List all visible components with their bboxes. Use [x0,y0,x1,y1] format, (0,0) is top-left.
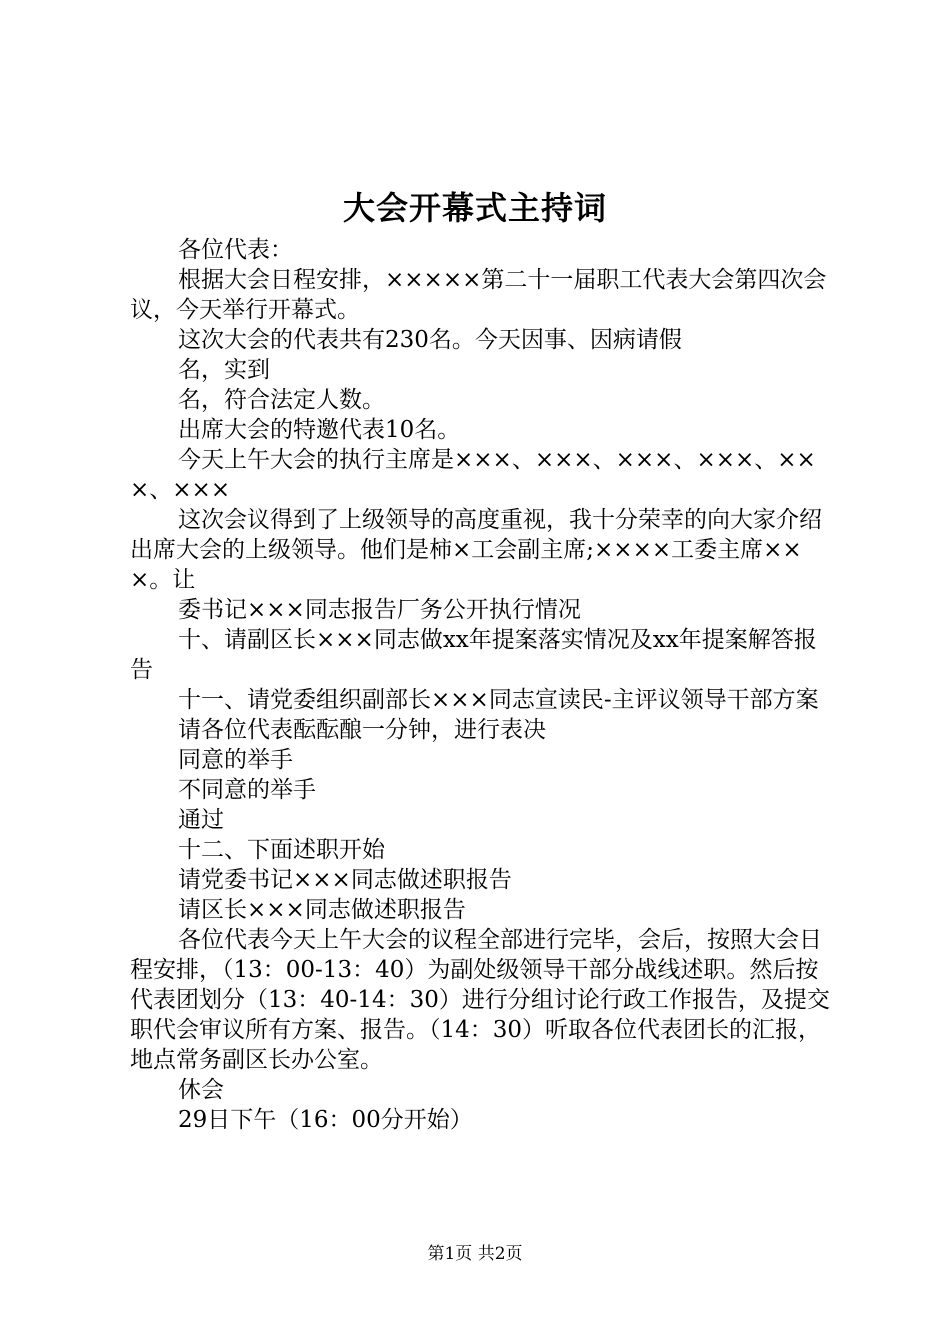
paragraph: 请各位代表酝酝酿一分钟，进行表决 [178,717,546,743]
paragraph: 各位代表： [178,237,293,263]
paragraph: 出席大会的特邀代表10名。 [178,417,461,443]
paragraph: 名，实到 [178,357,270,383]
paragraph: 通过 [178,807,224,833]
paragraph: 十一、请党委组织副部长×××同志宣读民-主评议领导干部方案 [178,687,819,713]
paragraph: 请区长×××同志做述职报告 [178,897,466,923]
paragraph: 名，符合法定人数。 [178,387,385,413]
paragraph: 委书记×××同志报告厂务公开执行情况 [178,597,581,623]
paragraph: 休会 [178,1077,224,1103]
paragraph: 根据大会日程安排，×××××第二十一届职工代表大会第四次会议，今天举行开幕式。 [130,267,827,323]
paragraph: 同意的举手 [178,747,293,773]
document-body [130,235,832,1135]
paragraph: 十、请副区长×××同志做xx年提案落实情况及xx年提案解答报告 [130,627,817,683]
paragraph: 十二、下面述职开始 [178,837,385,863]
page-footer: 第1页 共2页 [427,1244,523,1264]
paragraph: 请党委书记×××同志做述职报告 [178,867,512,893]
paragraph: 这次会议得到了上级领导的高度重视，我十分荣幸的向大家介绍出席大会的上级领导。他们是柿×工会副主席;××××工委主席×××。让 [130,507,822,593]
paragraph: 今天上午大会的执行主席是×××、×××、×××、×××、×××、××× [130,447,816,503]
paragraph: 这次大会的代表共有230名。今天因事、因病请假 [178,327,682,353]
paragraph: 不同意的举手 [178,777,316,803]
document-title: 大会开幕式主持词 [342,189,607,227]
paragraph: 各位代表今天上午大会的议程全部进行完毕，会后，按照大会日程安排，（13：00-13：40）为副处级领导干部分战线述职。然后按代表团划分（13：40-14：30）进行分组讨论行政工作报告，及提交职代会审议所有方案、报告。（14：30）听取各位代表团长的汇报，地点常务副区长办公室。 [130,927,830,1073]
paragraph: 29日下午（16：00分开始） [178,1107,473,1133]
